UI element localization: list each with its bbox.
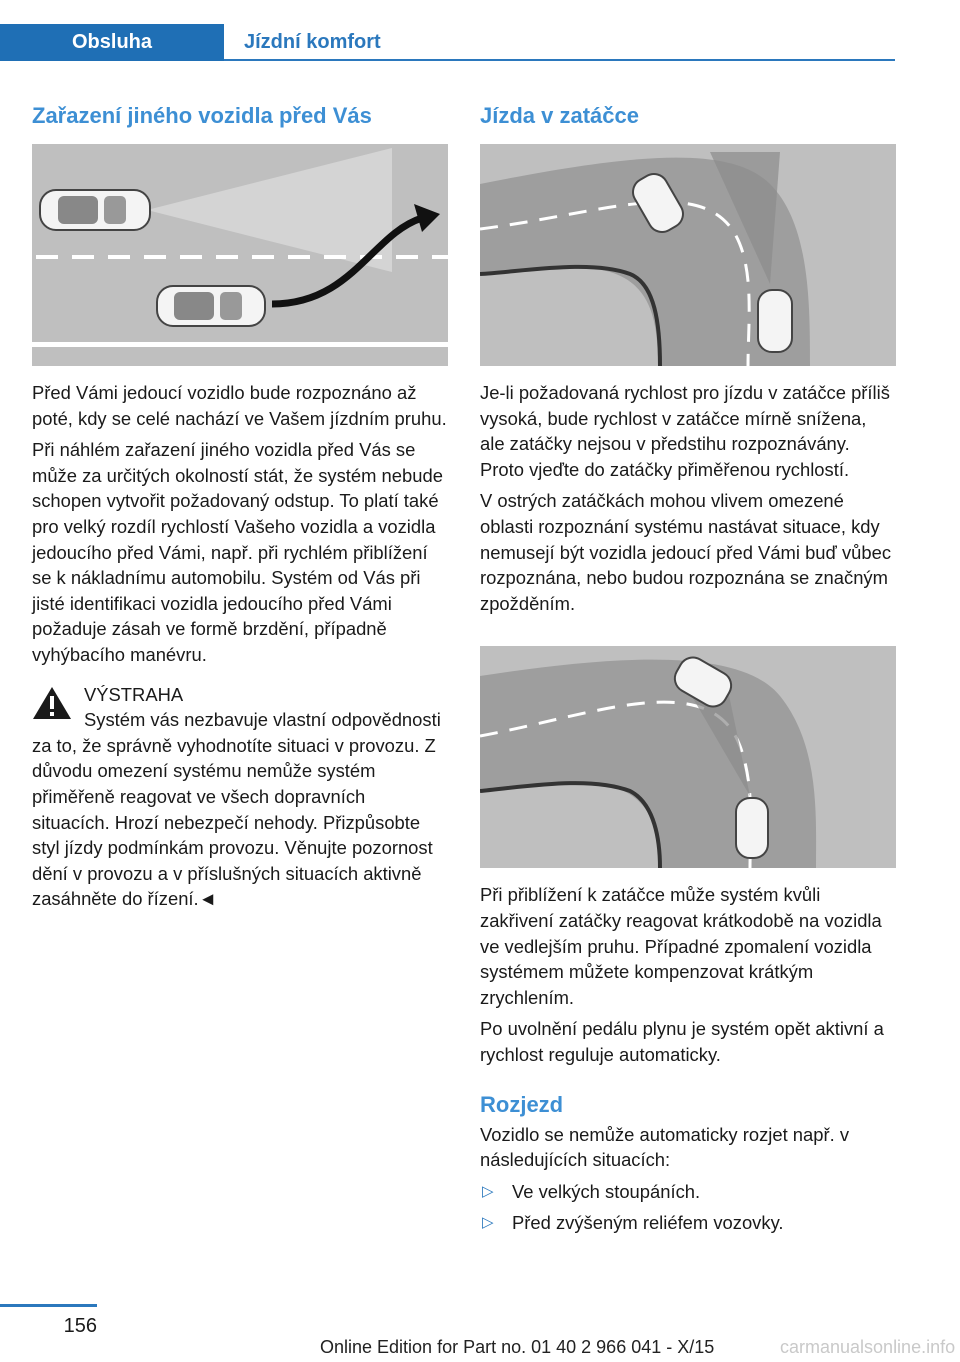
car-front-icon (40, 190, 150, 230)
watermark: carmanualsonline.info (780, 1337, 956, 1357)
footer-rule (0, 1304, 97, 1307)
header-tab-obsluha[interactable]: Obsluha (0, 24, 224, 61)
car-own-icon (758, 290, 792, 352)
curve-illustration-1 (480, 144, 896, 366)
warning-block (32, 682, 448, 912)
page-number: 156 (63, 1315, 97, 1337)
cut-in-paragraph-1: Před Vámi jedoucí vozidlo bude rozpoznáno až poté, kdy se celé nachází ve Vašem jízdním pruhu. (32, 382, 447, 429)
header-tab-jizdni-komfort[interactable]: Jízdní komfort (244, 31, 381, 53)
curve-paragraph-1: Je-li požadovaná rychlost pro jízdu v zatáčce příliš vysoká, bude rychlost v zatáčce mírně snížena, ale zatáčky nejsou v předstihu rozpoznávány. Proto vjeďte do zatáčky přiměřenou rychlostí. (480, 382, 890, 480)
list-item: ▷ Před zvýšeným reliéfem vozovky. (480, 1210, 896, 1236)
warning-triangle-icon (32, 686, 72, 720)
warning-title: VÝSTRAHA (84, 683, 184, 705)
section-title-rozjezd: Rozjezd (480, 1091, 564, 1117)
list-item: ▷ Ve velkých stoupáních. (480, 1179, 896, 1205)
car-cut-in-icon (157, 286, 265, 326)
cut-in-paragraph-2: Při náhlém zařazení jiného vozidla před Vás se může za určitých okolností stát, že systém nebude schopen vytvořit požadovaný odstup. To platí také pro velký rozdíl rychlostí Vašeho vozidla a vozidla jedoucího před Vámi, např. při rychlém přiblížení se k nákladnímu automobilu. Systém od Vás při jisté identifikaci vozidla jedoucího před Vámi požaduje zásah ve formě brzdění, případně vyhýbacího manévru. (32, 439, 443, 665)
curve-paragraph-3: Při přiblížení k zatáčce může systém kvůli zakřivení zatáčky reagovat krátkodobě na vozidla ve vedlejším pruhu. Případné zpomalení vozidla systémem můžete kompenzovat krátkým zrychlením. (480, 884, 882, 1008)
curve-illustration-2 (480, 646, 896, 868)
bullet-triangle-icon: ▷ (482, 1182, 494, 1200)
curve-paragraph-2: V ostrých zatáčkách mohou vlivem omezené oblasti rozpoznání systému nastávat situace, kdy nemusejí být vozidla jedoucí před Vámi buď vůbec rozpoznána, nebo budou rozpoznána se značným zpožděním. (480, 490, 892, 614)
right-column (480, 96, 896, 1242)
left-column (32, 96, 448, 912)
warning-text: Systém vás nezbavuje vlastní odpovědnosti za to, že správně vyhodnotíte situaci v provozu. Z důvodu omezení systému nemůže systém přiměřeně reagovat ve všech dopravních situacích. Hrozí nebezpečí nehody. Přizpůsobte styl jízdy podmínkám provozu. Věnujte pozornost dění v provozu a v příslušných situacích aktivně zasáhněte do řízení.◄ (32, 709, 441, 910)
header-rule (224, 59, 895, 61)
car-own-icon (736, 798, 768, 858)
rozjezd-list (480, 1179, 896, 1236)
edition-note: Online Edition for Part no. 01 40 2 966 041 - X/15 (320, 1337, 715, 1357)
bullet-triangle-icon: ▷ (482, 1214, 494, 1232)
curve-paragraph-4: Po uvolnění pedálu plynu je systém opět aktivní a rychlost reguluje automaticky. (480, 1018, 884, 1065)
rozjezd-paragraph: Vozidlo se nemůže automaticky rozjet např. v následujících situacích: (480, 1123, 850, 1171)
cut-in-illustration (32, 144, 448, 366)
section-title-curve: Jízda v zatáčce (480, 103, 639, 128)
section-title-cut-in: Zařazení jiného vozidla před Vás (32, 103, 372, 128)
